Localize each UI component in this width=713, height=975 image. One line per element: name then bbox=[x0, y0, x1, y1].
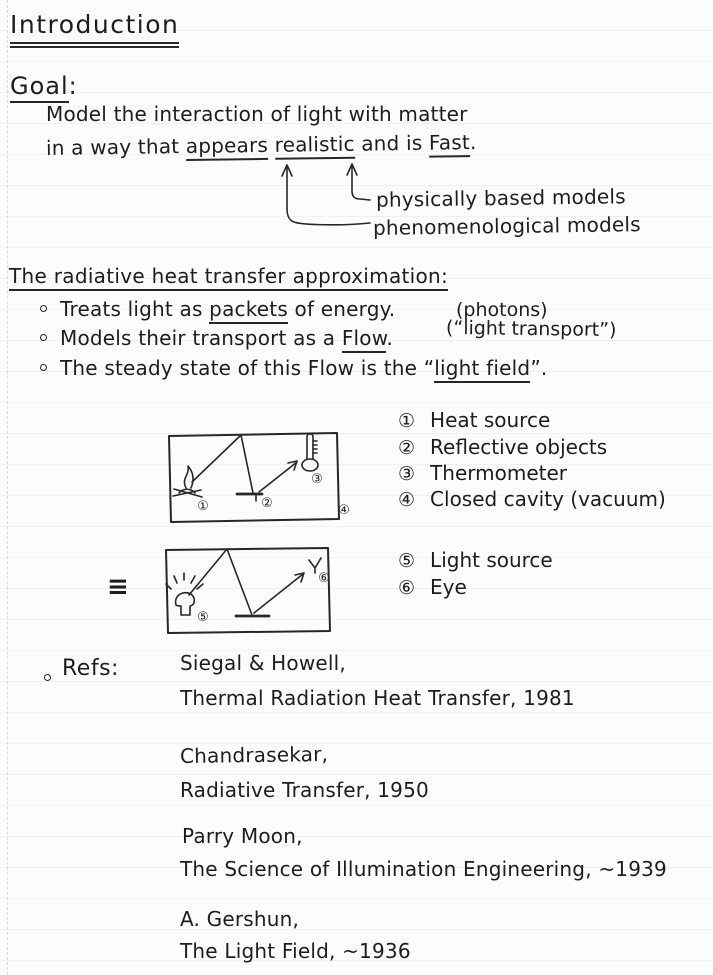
legend-label: Light source bbox=[430, 548, 553, 572]
legend-num: ④ bbox=[398, 489, 416, 511]
approximation-heading bbox=[9, 264, 448, 288]
legend-label: Reflective objects bbox=[430, 435, 608, 459]
diagram-label-heat-source: ① bbox=[197, 499, 209, 514]
ray-arrow bbox=[259, 461, 297, 492]
thermometer-icon bbox=[302, 434, 318, 471]
goal-heading-text: Goal bbox=[10, 72, 69, 103]
bullet-item-light-field bbox=[40, 356, 547, 380]
goal-line-2-part: . bbox=[469, 129, 477, 155]
diagram-label-reflective: ② bbox=[261, 496, 273, 511]
annotation-physically: physically based models bbox=[375, 184, 626, 212]
ref-title: The Science of Illumination Engineering, ~1939 bbox=[180, 857, 667, 881]
legend-item-closed-cavity bbox=[398, 487, 666, 511]
underlined-light-field: light field bbox=[434, 356, 530, 383]
bullet-text bbox=[60, 297, 395, 321]
light-ray-path bbox=[192, 435, 253, 493]
reflective-surface bbox=[237, 494, 262, 501]
goal-line-2 bbox=[46, 130, 477, 160]
legend-label: Eye bbox=[430, 575, 467, 599]
bullet-icon bbox=[40, 334, 47, 341]
legend-num: ② bbox=[398, 437, 416, 459]
annotation-arrows bbox=[272, 156, 382, 228]
margin-line bbox=[7, 0, 8, 975]
legend-num: ③ bbox=[398, 463, 416, 485]
legend-label: Thermometer bbox=[430, 461, 567, 485]
heat-cavity-diagram bbox=[165, 430, 360, 526]
goal-line-2-part: and is bbox=[354, 130, 430, 156]
bullet-text-part: . bbox=[386, 326, 393, 350]
legend-item-heat-source bbox=[398, 408, 550, 432]
bullet-text-part: of energy. bbox=[287, 297, 396, 321]
bullet-icon bbox=[44, 674, 51, 681]
legend-item-reflective-objects bbox=[398, 435, 607, 459]
legend-num: ⑥ bbox=[398, 577, 416, 599]
goal-heading-colon: : bbox=[68, 72, 78, 100]
diagram-label-eye: ⑥ bbox=[318, 571, 330, 586]
ref-title: The Light Field, ~1936 bbox=[180, 939, 411, 963]
light-cavity-diagram bbox=[163, 545, 363, 635]
bullet-text-part: The steady state of this Flow is the “ bbox=[60, 356, 435, 380]
bullet-aside-light-transport: (“light transport”) bbox=[445, 316, 617, 342]
underlined-packets: packets bbox=[209, 297, 288, 324]
goal-underlined-appears: appears bbox=[186, 133, 269, 161]
legend-item-thermometer bbox=[398, 461, 567, 485]
legend-num: ⑤ bbox=[398, 550, 416, 572]
bullet-icon bbox=[40, 305, 47, 312]
bullet-icon bbox=[40, 364, 47, 371]
bullet-text-part: ”. bbox=[530, 356, 548, 380]
goal-line-1: Model the interaction of light with matter bbox=[46, 102, 468, 126]
diagram-label-light-source: ⑤ bbox=[197, 610, 209, 625]
legend-label: Closed cavity (vacuum) bbox=[430, 487, 666, 511]
approximation-heading-text: The radiative heat transfer approximation: bbox=[9, 264, 448, 291]
bullet-text-part: Treats light as bbox=[60, 297, 210, 321]
goal-heading bbox=[10, 72, 78, 100]
arrow-to-realistic bbox=[347, 164, 370, 200]
fire-icon bbox=[173, 466, 202, 497]
ref-author: Parry Moon, bbox=[182, 824, 303, 848]
bullet-text-part: Models their transport as a bbox=[60, 326, 342, 350]
bullet-aside-photons: (photons) bbox=[456, 299, 548, 321]
goal-line-2-part bbox=[268, 133, 275, 157]
ref-title: Thermal Radiation Heat Transfer, 1981 bbox=[180, 686, 575, 710]
bullet-text bbox=[60, 356, 547, 380]
light-bulb-icon bbox=[166, 573, 203, 615]
ref-author: Siegal & Howell, bbox=[180, 651, 346, 675]
underlined-flow: Flow bbox=[342, 326, 387, 353]
equivalence-symbol: ≡ bbox=[107, 572, 129, 602]
bullet-item-flow bbox=[40, 316, 617, 350]
ray-arrow bbox=[254, 573, 304, 613]
page-title: Introduction bbox=[10, 10, 179, 48]
refs-heading: Refs: bbox=[62, 656, 119, 681]
ref-author: Chandrasekar, bbox=[179, 741, 329, 769]
bullet-text bbox=[60, 326, 393, 350]
legend-label: Heat source bbox=[430, 408, 551, 432]
diagram-label-thermometer: ③ bbox=[311, 472, 323, 487]
cavity-box bbox=[166, 548, 330, 633]
bullet-item-packets bbox=[40, 297, 548, 321]
diagram-label-cavity: ④ bbox=[338, 503, 350, 518]
goal-underlined-realistic: realistic bbox=[274, 132, 354, 160]
legend-item-light-source bbox=[398, 548, 553, 572]
light-ray-path bbox=[189, 549, 252, 615]
legend-num: ① bbox=[398, 410, 416, 432]
ref-title: Radiative Transfer, 1950 bbox=[180, 778, 429, 802]
ref-author: A. Gershun, bbox=[180, 907, 300, 931]
annotation-phenomenological: phenomenological models bbox=[372, 212, 641, 240]
goal-line-2-part: in a way that bbox=[45, 134, 186, 161]
legend-item-eye bbox=[398, 575, 467, 599]
goal-underlined-fast: Fast bbox=[429, 130, 470, 158]
